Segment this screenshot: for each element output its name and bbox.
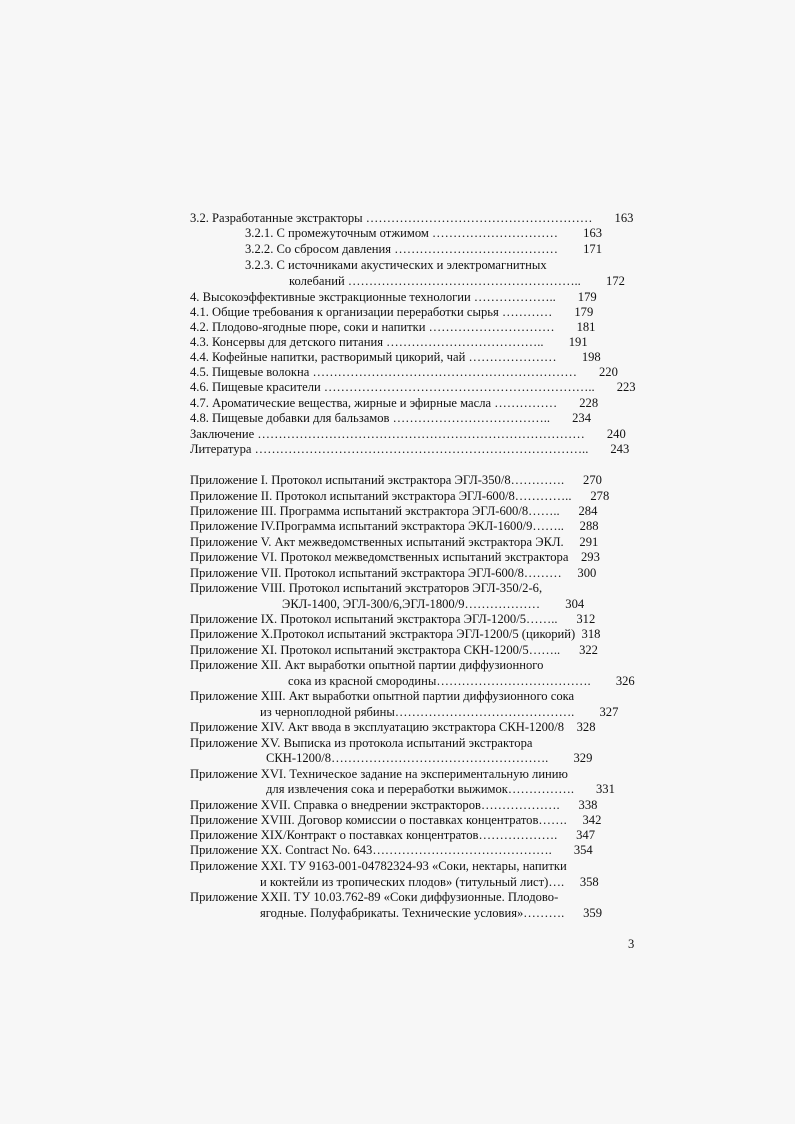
toc-line: СКН-1200/8……………………………………………. 329 [266,751,593,765]
page-number: 3 [628,937,635,951]
toc-line: Приложение V. Акт межведомственных испытаний экстрактора ЭКЛ. 291 [190,535,599,549]
toc-line: 4. Высокоэффективные экстракционные технологии ……………….. 179 [190,290,597,304]
toc-line: из черноплодной рябины……………………………………. 327 [260,705,619,719]
toc-line: и коктейли из тропических плодов» (титульный лист)…. 358 [260,875,599,889]
toc-line: Приложение II. Протокол испытаний экстрактора ЭГЛ-600/8………….. 278 [190,489,610,503]
toc-line: Приложение XIX/Контракт о поставках концентратов………………. 347 [190,828,595,842]
toc-line: Приложение XXI. ТУ 9163-001-04782324-93 «Соки, нектары, напитки [190,859,567,873]
toc-line: Приложение XIV. Акт ввода в эксплуатацию экстрактора СКН-1200/8 328 [190,720,596,734]
toc-line: 4.1. Общие требования к организации переработки сырья ………… 179 [190,305,594,319]
toc-line: Приложение VII. Протокол испытаний экстрактора ЭГЛ-600/8……… 300 [190,566,597,580]
toc-line: 4.4. Кофейные напитки, растворимый цикорий, чай ………………… 198 [190,350,601,364]
toc-line: Приложение X.Протокол испытаний экстрактора ЭГЛ-1200/5 (цикорий) 318 [190,627,601,641]
toc-line: Приложение XXII. ТУ 10.03.762-89 «Соки диффузионные. Плодово- [190,890,559,904]
toc-line: сока из красной смородины………………………………. 326 [288,674,635,688]
toc-line: 3.2.3. С источниками акустических и электромагнитных [245,258,547,272]
toc-line: 3.2.1. С промежуточным отжимом ………………………… 163 [245,226,603,240]
toc-line: 4.6. Пищевые красители ……………………………………………………….. 223 [190,380,636,394]
toc-line: Приложение XVI. Техническое задание на экспериментальную линию [190,767,568,781]
toc-line: ягодные. Полуфабрикаты. Технические условия»………. 359 [260,906,603,920]
toc-line: 4.5. Пищевые волокна ……………………………………………………… 220 [190,365,618,379]
toc-line: 4.8. Пищевые добавки для бальзамов ……………………………….. 234 [190,411,592,425]
toc-line: 3.2.2. Со сбросом давления ………………………………… 171 [245,242,603,256]
toc-line: ЭКЛ-1400, ЭГЛ-300/6,ЭГЛ-1800/9……………… 304 [282,597,585,611]
toc-line: для извлечения сока и переработки выжимок……………. 331 [266,782,615,796]
toc-line: 4.7. Ароматические вещества, жирные и эфирные масла …………… 228 [190,396,599,410]
toc-line: 4.3. Консервы для детского питания ……………………………….. 191 [190,335,588,349]
toc-line: Приложение I. Протокол испытаний экстрактора ЭГЛ-350/8…………. 270 [190,473,602,487]
toc-line: Приложение IV.Программа испытаний экстрактора ЭКЛ-1600/9…….. 288 [190,519,599,533]
toc-line: Приложение XII. Акт выработки опытной партии диффузионного [190,658,544,672]
toc-line: Приложение XI. Протокол испытаний экстрактора СКН-1200/5…….. 322 [190,643,598,657]
toc-line: Приложение VIII. Протокол испытаний экстраторов ЭГЛ-350/2-6, [190,581,543,595]
toc-line: 3.2. Разработанные экстракторы ……………………………………………… 163 [190,211,634,225]
toc-line: Литература …………………………………………………………………….. 243 [190,442,630,456]
toc-line: Приложение XVIII. Договор комиссии о поставках концентратов……. 342 [190,813,602,827]
toc-line: Приложение IX. Протокол испытаний экстрактора ЭГЛ-1200/5…….. 312 [190,612,596,626]
toc-line: Приложение XVII. Справка о внедрении экстракторов………………. 338 [190,798,598,812]
toc-line: колебаний ……………………………………………….. 172 [289,274,625,288]
toc-line: Приложение VI. Протокол межведомственных испытаний экстрактора 293 [190,550,600,564]
toc-line: Приложение III. Программа испытаний экстрактора ЭГЛ-600/8…….. 284 [190,504,598,518]
toc-line: 4.2. Плодово-ягодные пюре, соки и напитки ………………………… 181 [190,320,596,334]
toc-line: Приложение XIII. Акт выработки опытной партии диффузионного сока [190,689,575,703]
toc-line: Заключение …………………………………………………………………… 240 [190,427,626,441]
toc-line: Приложение XV. Выписка из протокола испытаний экстрактора [190,736,533,750]
toc-line: Приложение XX. Contract No. 643……………………………………. 354 [190,843,593,857]
